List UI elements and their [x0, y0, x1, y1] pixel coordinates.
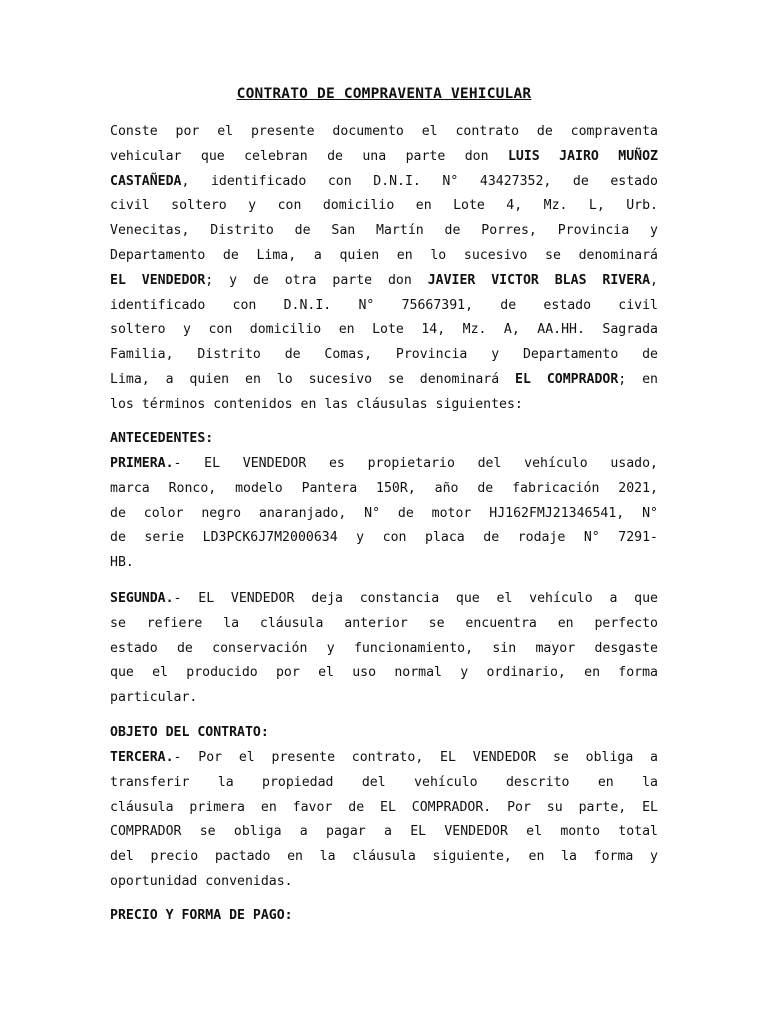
clause-line: particular. — [110, 690, 198, 706]
document-title: CONTRATO DE COMPRAVENTA VEHICULAR — [236, 86, 532, 102]
intro-line: identificado con D.N.I. N° 75667391, de estado civil — [110, 297, 658, 313]
clause-label: TERCERA. — [110, 750, 174, 765]
section-heading-objeto: OBJETO DEL CONTRATO: — [110, 725, 269, 740]
clause-line: estado de conservación y funcionamiento, sin mayor desgaste — [110, 640, 658, 656]
clause-label: PRIMERA. — [110, 456, 174, 471]
clause-line: marca Ronco, modelo Pantera 150R, año de fabricación 2021, — [110, 480, 658, 496]
clause-line: cláusula primera en favor de EL COMPRADOR. Por su parte, EL — [110, 799, 658, 815]
intro-line: Familia, Distrito de Comas, Provincia y Departamento de — [110, 347, 658, 363]
clause-line: TERCERA.- Por el presente contrato, EL VENDEDOR se obliga a — [110, 750, 658, 765]
intro-line: EL VENDEDOR; y de otra parte don JAVIER VICTOR BLAS RIVERA, — [110, 272, 658, 288]
clause-line: transferir la propiedad del vehículo descrito en la — [110, 774, 658, 790]
clause-line: del precio pactado en la cláusula siguiente, en la forma y — [110, 849, 658, 865]
section-heading-antecedentes: ANTECEDENTES: — [110, 431, 214, 446]
clause-line: SEGUNDA.- EL VENDEDOR deja constancia que el vehículo a que — [110, 591, 658, 606]
clause-line: se refiere la cláusula anterior se encuentra en perfecto — [110, 615, 658, 631]
section-heading-precio: PRECIO Y FORMA DE PAGO: — [110, 908, 293, 923]
intro-line: civil soltero y con domicilio en Lote 4, Mz. L, Urb. — [110, 198, 658, 214]
clause-label: SEGUNDA. — [110, 591, 174, 606]
clause-line: que el producido por el uso normal y ordinario, en forma — [110, 665, 658, 681]
seller-name: LUIS JAIRO MUÑOZ — [507, 148, 658, 164]
intro-line: vehicular que celebran de una parte don LUIS JAIRO MUÑOZ — [110, 148, 658, 164]
clause-line: PRIMERA.- EL VENDEDOR es propietario del vehículo usado, — [110, 456, 658, 471]
clause-segunda — [110, 587, 658, 711]
clause-line: de serie LD3PCK6J7M2000634 y con placa de rodaje N° 7291- — [110, 530, 658, 546]
seller-surname: CASTAÑEDA — [110, 173, 182, 189]
intro-line: Conste por el presente documento el contrato de compraventa — [110, 124, 658, 139]
clause-line: COMPRADOR se obliga a pagar a EL VENDEDOR el monto total — [110, 824, 658, 840]
intro-line: los términos contenidos en las cláusulas siguientes: — [110, 396, 523, 412]
clause-primera — [110, 452, 658, 576]
intro-line: Venecitas, Distrito de San Martín de Porres, Provincia y — [110, 223, 658, 239]
intro-line: Departamento de Lima, a quien en lo sucesivo se denominará — [110, 247, 658, 263]
intro-line: soltero y con domicilio en Lote 14, Mz. A, AA.HH. Sagrada — [110, 322, 658, 338]
clause-tercera — [110, 746, 658, 895]
buyer-name: JAVIER VICTOR BLAS RIVERA — [427, 272, 651, 288]
seller-label: EL VENDEDOR — [110, 272, 206, 288]
clause-line: oportunidad convenidas. — [110, 873, 293, 889]
clause-line: HB. — [110, 555, 134, 571]
intro-line: Lima, a quien en lo sucesivo se denominará EL COMPRADOR; en — [110, 371, 658, 387]
buyer-label: EL COMPRADOR — [515, 371, 619, 387]
clause-line: de color negro anaranjado, N° de motor HJ162FMJ21346541, N° — [110, 505, 658, 521]
intro-paragraph — [110, 120, 658, 418]
intro-line: CASTAÑEDA, identificado con D.N.I. N° 43427352, de estado — [110, 173, 658, 189]
